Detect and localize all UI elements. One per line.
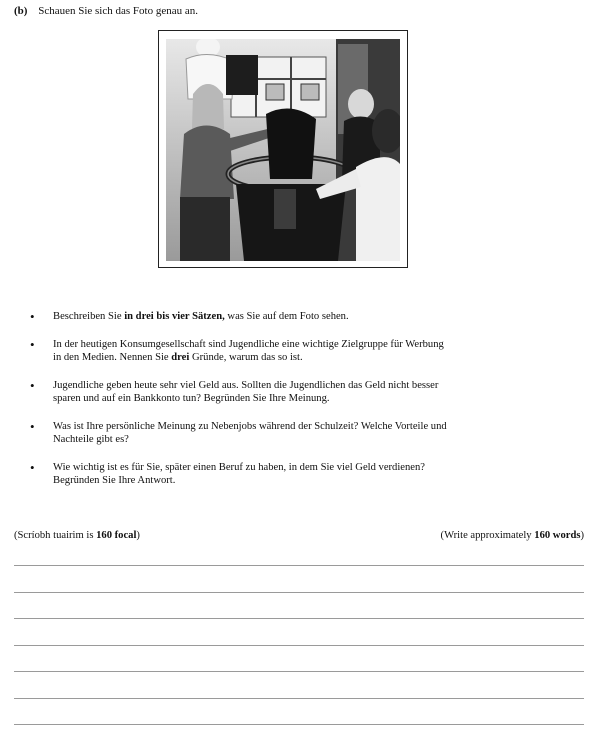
answer-line[interactable] — [14, 592, 584, 593]
answer-line[interactable] — [14, 645, 584, 646]
instruction-text: Schauen Sie sich das Foto genau an. — [38, 5, 198, 17]
answer-line[interactable] — [14, 724, 584, 725]
word-count-number: 160 focal — [96, 530, 137, 541]
word-count-english — [441, 530, 584, 541]
bullet-icon: • — [30, 336, 35, 352]
question-list — [30, 310, 450, 502]
answer-line[interactable] — [14, 618, 584, 619]
question-text-part: Beschreiben Sie — [53, 311, 125, 322]
question-label: (b) — [14, 5, 28, 17]
question-item — [30, 461, 450, 488]
answer-line[interactable] — [14, 565, 584, 566]
question-item — [30, 420, 450, 447]
question-text-part: Was ist Ihre persönliche Meinung zu Nebenjobs während der Schulzeit? Welche Vorteile und Nachteile gibt es? — [53, 420, 447, 445]
bullet-icon: • — [30, 418, 35, 434]
question-text-bold: in drei bis vier Sätzen, — [124, 311, 225, 322]
word-count-text: (Scríobh tuairim is — [14, 530, 97, 541]
question-text-part: In der heutigen Konsumgesellschaft sind Jugendliche eine wichtige Zielgruppe für Werbung in den Medien. Nennen Sie — [53, 338, 444, 363]
word-count-text: (Write approximately — [440, 530, 535, 541]
answer-line[interactable] — [14, 671, 584, 672]
bullet-icon: • — [30, 459, 35, 475]
question-text-part: Wie wichtig ist es für Sie, später einen Beruf zu haben, in dem Sie viel Geld verdienen? Begründen Sie Ihre Antwort. — [53, 461, 426, 486]
question-item — [30, 338, 450, 365]
bullet-icon: • — [30, 377, 35, 393]
question-text-part: Jugendliche geben heute sehr viel Geld aus. Sollten die Jugendlichen das Geld nicht besser sparen und auf ein Bankkonto tun? Begründen Sie Ihre Meinung. — [53, 379, 439, 404]
question-item — [30, 310, 450, 324]
word-count-text: ) — [136, 530, 140, 541]
question-text-part: was Sie auf dem Foto sehen. — [224, 311, 349, 322]
word-count-irish — [14, 530, 140, 541]
word-count-number: 160 words — [534, 530, 581, 541]
question-text-bold: drei — [171, 352, 190, 363]
question-item — [30, 379, 450, 406]
question-header — [14, 5, 198, 17]
bullet-icon: • — [30, 309, 35, 324]
answer-line[interactable] — [14, 698, 584, 699]
question-text-part: Gründe, warum das so ist. — [189, 352, 303, 363]
photo-image — [166, 39, 400, 261]
word-count-text: ) — [580, 530, 584, 541]
photo — [158, 30, 408, 268]
